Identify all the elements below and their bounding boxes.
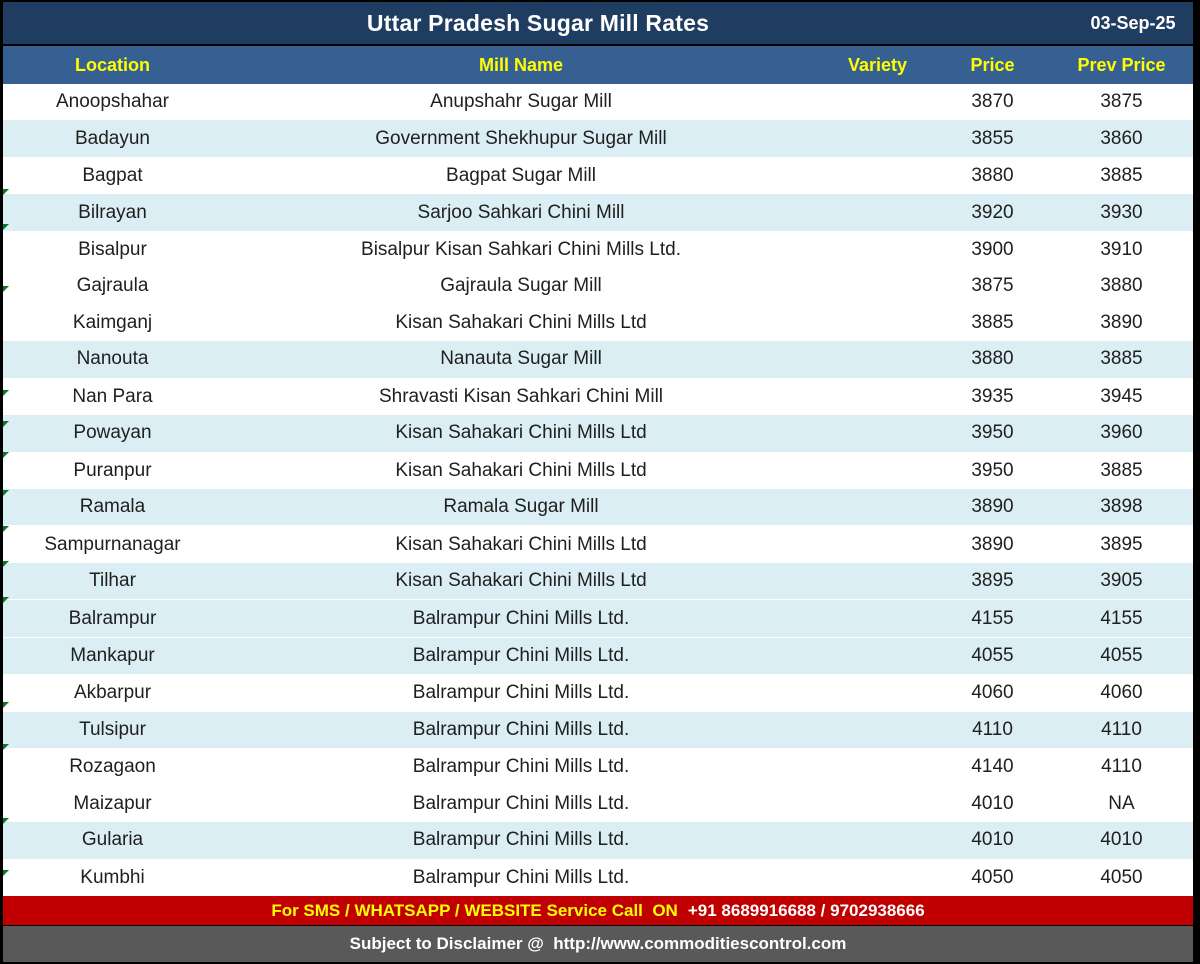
table-row xyxy=(3,638,1193,675)
price-cell: 3855 xyxy=(971,127,1014,149)
column-header-price: Price xyxy=(970,54,1015,75)
disclaimer-text: Subject to Disclaimer @ http://www.commoditiescontrol.com xyxy=(349,934,847,953)
column-header-location: Location xyxy=(75,54,150,75)
table-row xyxy=(3,232,1193,268)
prev-price-cell: 4110 xyxy=(1101,756,1142,778)
table-row xyxy=(3,749,1193,785)
table-row xyxy=(3,158,1193,194)
price-cell: 3900 xyxy=(971,239,1014,261)
prev-price-cell: 3945 xyxy=(1100,385,1143,407)
location-cell: Tulsipur xyxy=(79,718,146,740)
mill-name-cell: Kisan Sahakari Chini Mills Ltd xyxy=(395,570,647,592)
price-cell: 4050 xyxy=(971,866,1014,888)
prev-price-cell: 4155 xyxy=(1100,607,1143,629)
location-cell: Gularia xyxy=(81,829,144,851)
prev-price-cell: 3930 xyxy=(1100,201,1143,223)
mill-name-cell: Kisan Sahakari Chini Mills Ltd xyxy=(395,459,647,481)
location-cell: Mankapur xyxy=(70,645,155,667)
prev-price-cell: 3895 xyxy=(1100,533,1143,555)
mill-name-cell: Government Shekhupur Sugar Mill xyxy=(375,127,667,149)
location-cell: Nan Para xyxy=(72,385,153,407)
price-cell: 3875 xyxy=(971,275,1014,297)
location-cell: Bagpat xyxy=(82,165,143,187)
prev-price-cell: 3860 xyxy=(1100,127,1143,149)
prev-price-cell: 3960 xyxy=(1100,422,1143,444)
prev-price-cell: 3885 xyxy=(1100,459,1143,481)
price-cell: 4155 xyxy=(971,607,1014,629)
table-body xyxy=(3,84,1193,896)
mill-name-cell: Bagpat Sugar Mill xyxy=(446,165,596,187)
table-row xyxy=(3,822,1193,859)
service-call-text: For SMS / WHATSAPP / WEBSITE Service Call ON xyxy=(271,900,678,920)
price-cell: 4140 xyxy=(971,756,1014,778)
prev-price-cell: NA xyxy=(1108,792,1135,814)
mill-name-cell: Bisalpur Kisan Sahkari Chini Mills Ltd. xyxy=(361,239,681,261)
mill-name-cell: Balrampur Chini Mills Ltd. xyxy=(412,792,630,814)
prev-price-cell: 4010 xyxy=(1100,829,1143,851)
price-cell: 3885 xyxy=(971,311,1014,333)
prev-price-cell: 3890 xyxy=(1100,311,1143,333)
mill-name-cell: Balrampur Chini Mills Ltd. xyxy=(412,645,630,667)
mill-name-cell: Sarjoo Sahkari Chini Mill xyxy=(417,201,625,223)
title-bar xyxy=(3,2,1193,44)
price-cell: 4060 xyxy=(971,682,1014,704)
table-row xyxy=(3,675,1193,711)
price-cell: 4055 xyxy=(971,645,1014,667)
table-row xyxy=(3,341,1193,378)
location-cell: Puranpur xyxy=(73,459,152,481)
price-cell: 3920 xyxy=(971,201,1014,223)
prev-price-cell: 4110 xyxy=(1101,718,1142,740)
prev-price-cell: 4060 xyxy=(1100,682,1143,704)
disclaimer-bar xyxy=(3,926,1193,962)
report-date: 03-Sep-25 xyxy=(1090,13,1176,33)
mill-name-cell: Kisan Sahakari Chini Mills Ltd xyxy=(395,533,647,555)
table-row xyxy=(3,415,1193,452)
location-cell: Maizapur xyxy=(73,792,152,814)
table-row xyxy=(3,453,1193,489)
table-row xyxy=(3,860,1193,896)
price-cell: 3880 xyxy=(971,348,1014,370)
location-cell: Akbarpur xyxy=(73,682,152,704)
price-cell: 3950 xyxy=(971,422,1014,444)
price-cell: 3935 xyxy=(971,385,1014,407)
location-cell: Kaimganj xyxy=(72,311,153,333)
location-cell: Kumbhi xyxy=(80,866,145,888)
location-cell: Tilhar xyxy=(89,570,136,592)
table-row xyxy=(3,489,1193,526)
location-cell: Bisalpur xyxy=(78,239,147,261)
location-cell: Badayun xyxy=(74,127,150,149)
price-cell: 4010 xyxy=(971,792,1014,814)
sms-service-banner xyxy=(3,896,1193,925)
mill-name-cell: Shravasti Kisan Sahkari Chini Mill xyxy=(378,385,664,407)
mill-name-cell: Ramala Sugar Mill xyxy=(443,496,599,518)
location-cell: Nanouta xyxy=(76,348,149,370)
table-row xyxy=(3,600,1193,637)
mill-name-cell: Balrampur Chini Mills Ltd. xyxy=(412,756,630,778)
price-cell: 3880 xyxy=(971,165,1014,187)
table-row xyxy=(3,379,1193,415)
column-header-prev-price: Prev Price xyxy=(1077,54,1166,75)
price-cell: 3870 xyxy=(971,91,1014,113)
table-row xyxy=(3,194,1193,231)
mill-name-cell: Balrampur Chini Mills Ltd. xyxy=(412,682,630,704)
mill-name-cell: Nanauta Sugar Mill xyxy=(440,348,602,370)
table-row xyxy=(3,712,1193,749)
location-cell: Gajraula xyxy=(76,275,149,297)
prev-price-cell: 3885 xyxy=(1100,165,1143,187)
mill-name-cell: Anupshahr Sugar Mill xyxy=(430,91,612,113)
price-cell: 3890 xyxy=(971,533,1014,555)
table-row xyxy=(3,526,1193,562)
prev-price-cell: 4050 xyxy=(1100,866,1143,888)
price-cell: 3895 xyxy=(971,570,1014,592)
table-row xyxy=(3,268,1193,304)
column-header-row xyxy=(3,46,1193,84)
location-cell: Bilrayan xyxy=(78,201,147,223)
mill-name-cell: Gajraula Sugar Mill xyxy=(440,275,602,297)
table-row xyxy=(3,786,1193,822)
mill-name-cell: Kisan Sahakari Chini Mills Ltd xyxy=(395,422,647,444)
prev-price-cell: 3910 xyxy=(1100,239,1143,261)
table-row xyxy=(3,305,1193,341)
location-cell: Anoopshahar xyxy=(55,91,170,113)
location-cell: Rozagaon xyxy=(69,756,156,778)
mill-name-cell: Balrampur Chini Mills Ltd. xyxy=(412,718,630,740)
column-header-mill-name: Mill Name xyxy=(478,54,564,75)
prev-price-cell: 3875 xyxy=(1100,91,1143,113)
mill-name-cell: Balrampur Chini Mills Ltd. xyxy=(412,829,630,851)
price-cell: 3950 xyxy=(971,459,1014,481)
price-cell: 4010 xyxy=(971,829,1014,851)
mill-name-cell: Balrampur Chini Mills Ltd. xyxy=(412,866,630,888)
table-row xyxy=(3,84,1193,120)
price-cell: 3890 xyxy=(971,496,1014,518)
table-row xyxy=(3,120,1193,157)
service-phone-numbers: +91 8689916688 / 9702938666 xyxy=(687,900,925,920)
prev-price-cell: 3885 xyxy=(1100,348,1143,370)
location-cell: Balrampur xyxy=(68,607,157,629)
prev-price-cell: 3905 xyxy=(1100,570,1143,592)
prev-price-cell: 3880 xyxy=(1100,275,1143,297)
location-cell: Powayan xyxy=(73,422,152,444)
mill-name-cell: Kisan Sahakari Chini Mills Ltd xyxy=(395,311,647,333)
price-cell: 4110 xyxy=(972,718,1013,740)
location-cell: Sampurnanagar xyxy=(44,533,181,555)
report-title: Uttar Pradesh Sugar Mill Rates xyxy=(366,10,710,36)
column-header-variety: Variety xyxy=(847,54,908,75)
location-cell: Ramala xyxy=(79,496,146,518)
prev-price-cell: 3898 xyxy=(1100,496,1143,518)
prev-price-cell: 4055 xyxy=(1100,645,1143,667)
mill-name-cell: Balrampur Chini Mills Ltd. xyxy=(412,607,630,629)
table-row xyxy=(3,563,1193,600)
